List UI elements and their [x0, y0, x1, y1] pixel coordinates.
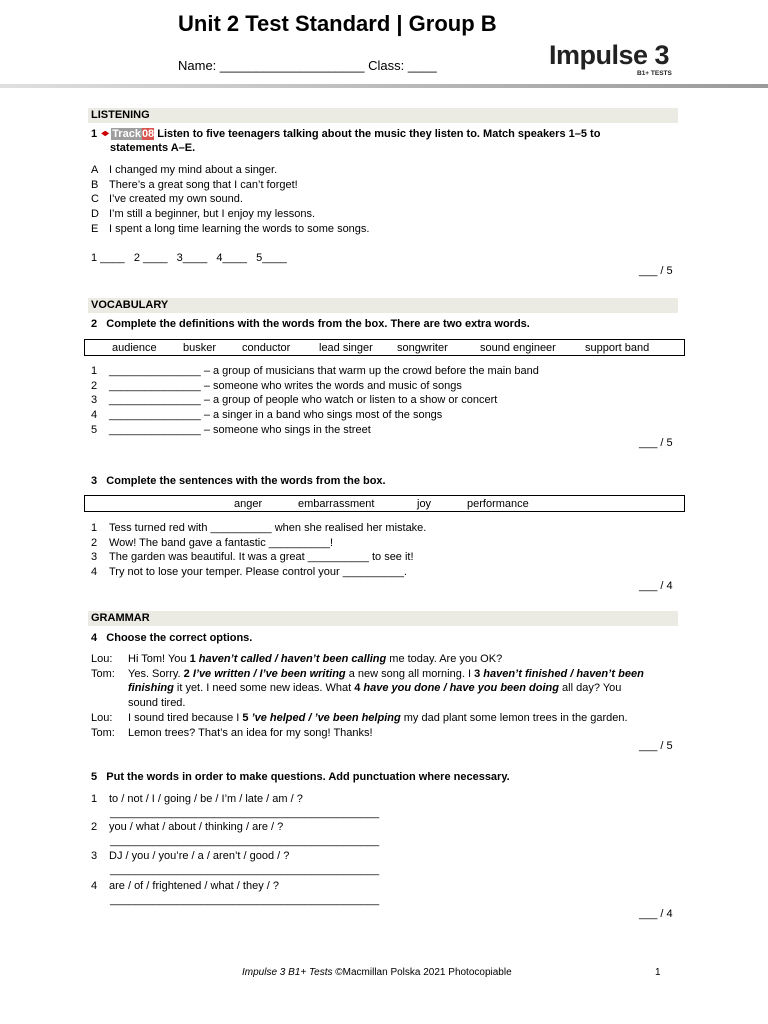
- word-box-q3: [84, 495, 685, 512]
- track-number: 08: [141, 128, 155, 140]
- name-class-line: Name: ____________________ Class: ____: [178, 58, 437, 73]
- score-box: ___ / 4: [639, 580, 673, 592]
- footer-text: Impulse 3 B1+ Tests ©Macmillan Polska 2021 Photocopiable: [242, 967, 512, 978]
- list-item: D I’m still a beginner, but I enjoy my lessons.: [91, 208, 316, 221]
- list-item: 3 The garden was beautiful. It was a great __________ to see it!: [91, 551, 414, 564]
- word-box-item: songwriter: [397, 342, 448, 354]
- list-item: B There’s a great song that I can’t forget!: [91, 178, 298, 191]
- page-title: Unit 2 Test Standard | Group B: [178, 11, 497, 36]
- word-box-item: embarrassment: [298, 498, 375, 510]
- word-box-q2: [84, 339, 685, 356]
- q3-list: [91, 521, 426, 580]
- score-box: ___ / 4: [639, 908, 673, 920]
- statement-list: [91, 163, 369, 237]
- instruction-text-2: statements A–E.: [110, 142, 196, 154]
- word-box-item: sound engineer: [480, 342, 556, 354]
- dialogue-line: Tom: Yes. Sorry. 2 I’ve written / I’ve been writing a new song all morning. I 3 haven’t finished / haven’t been finishing it yet. I need some new ideas. What 4 have you done / have you been doing all day? You sound tired.: [91, 667, 644, 710]
- track-label: Track: [112, 128, 141, 140]
- score-box: ___ / 5: [639, 265, 673, 277]
- header-divider: [0, 84, 768, 88]
- word-box-item: performance: [467, 498, 529, 510]
- list-item: C I’ve created my own sound.: [91, 193, 243, 206]
- answer-line[interactable]: ____________________________________________: [110, 834, 380, 847]
- score-box: ___ / 5: [639, 740, 673, 752]
- list-item: E I spent a long time learning the words to some songs.: [91, 222, 370, 235]
- list-item: 5 _______________ – someone who sings in the street: [91, 423, 371, 436]
- list-item: 1 Tess turned red with __________ when she realised her mistake.: [91, 522, 427, 534]
- answer-line[interactable]: ____________________________________________: [110, 893, 380, 906]
- graduation-cap-icon: [101, 131, 109, 138]
- list-item: 4 _______________ – a singer in a band who sings most of the songs: [91, 409, 443, 422]
- word-box-item: support band: [585, 342, 650, 354]
- q5-item: 3 DJ / you / you’re / a / aren’t / good / ? ____________________________________________: [91, 850, 380, 876]
- q5-item: 4 are / of / frightened / what / they / ? ____________________________________________: [91, 880, 380, 906]
- q5-item: 2 you / what / about / thinking / are / ? ____________________________________________: [91, 821, 380, 847]
- logo-subtitle: B1+ TESTS: [637, 70, 672, 77]
- page-number: 1: [655, 967, 661, 978]
- q5-item: 1 to / not / I / going / be / I’m / late / am / ? ____________________________________________: [91, 793, 380, 819]
- dialogue-line: Lou: Hi Tom! You 1 haven’t called / haven’t been calling me today. Are you OK?: [91, 653, 503, 665]
- list-item: 1 _______________ – a group of musicians that warm up the crowd before the main band: [91, 365, 539, 377]
- q5-instruction: 5 Put the words in order to make questions. Add punctuation where necessary.: [91, 771, 510, 783]
- q2-instruction: 2 Complete the definitions with the words from the box. There are two extra words.: [91, 318, 530, 330]
- word-box-item: conductor: [242, 342, 291, 354]
- word-box-item: audience: [112, 342, 157, 354]
- answer-line[interactable]: ____________________________________________: [110, 806, 380, 819]
- instruction-text: Listen to five teenagers talking about the music they listen to. Match speakers 1–5 to: [157, 128, 601, 140]
- section-listening: LISTENING: [88, 108, 678, 123]
- list-item: 2 Wow! The band gave a fantastic __________!: [91, 536, 334, 549]
- dialogue-line: Tom: Lemon trees? That’s an idea for my song! Thanks!: [91, 726, 373, 739]
- q3-instruction: 3 Complete the sentences with the words from the box.: [91, 475, 386, 487]
- listening-instruction: [91, 127, 681, 155]
- section-grammar: GRAMMAR: [88, 611, 678, 626]
- q2-list: [91, 364, 539, 438]
- answer-line[interactable]: ____________________________________________: [110, 863, 380, 876]
- word-box-item: lead singer: [319, 342, 373, 354]
- dialogue-line: Lou: I sound tired because I 5 ’ve helped / ’ve been helping my dad plant some lemon trees in the garden.: [91, 711, 628, 724]
- q4-instruction: 4 Choose the correct options.: [91, 632, 253, 644]
- answer-blanks[interactable]: 1 ____ 2 ____ 3____ 4____ 5____: [91, 252, 287, 264]
- word-box-item: busker: [183, 342, 217, 354]
- question-number: 1: [91, 128, 98, 140]
- word-box-item: anger: [234, 498, 263, 510]
- score-box: ___ / 5: [639, 437, 673, 449]
- impulse-logo: Impulse 3: [549, 40, 670, 70]
- section-vocabulary: VOCABULARY: [88, 298, 678, 313]
- dialogue: [91, 652, 681, 740]
- list-item: 3 _______________ – a group of people who watch or listen to a show or concert: [91, 394, 498, 407]
- word-box-item: joy: [417, 498, 432, 510]
- list-item: 2 _______________ – someone who writes the words and music of songs: [91, 379, 462, 392]
- list-item: 4 Try not to lose your temper. Please control your __________.: [91, 566, 407, 579]
- list-item: A I changed my mind about a singer.: [91, 164, 278, 176]
